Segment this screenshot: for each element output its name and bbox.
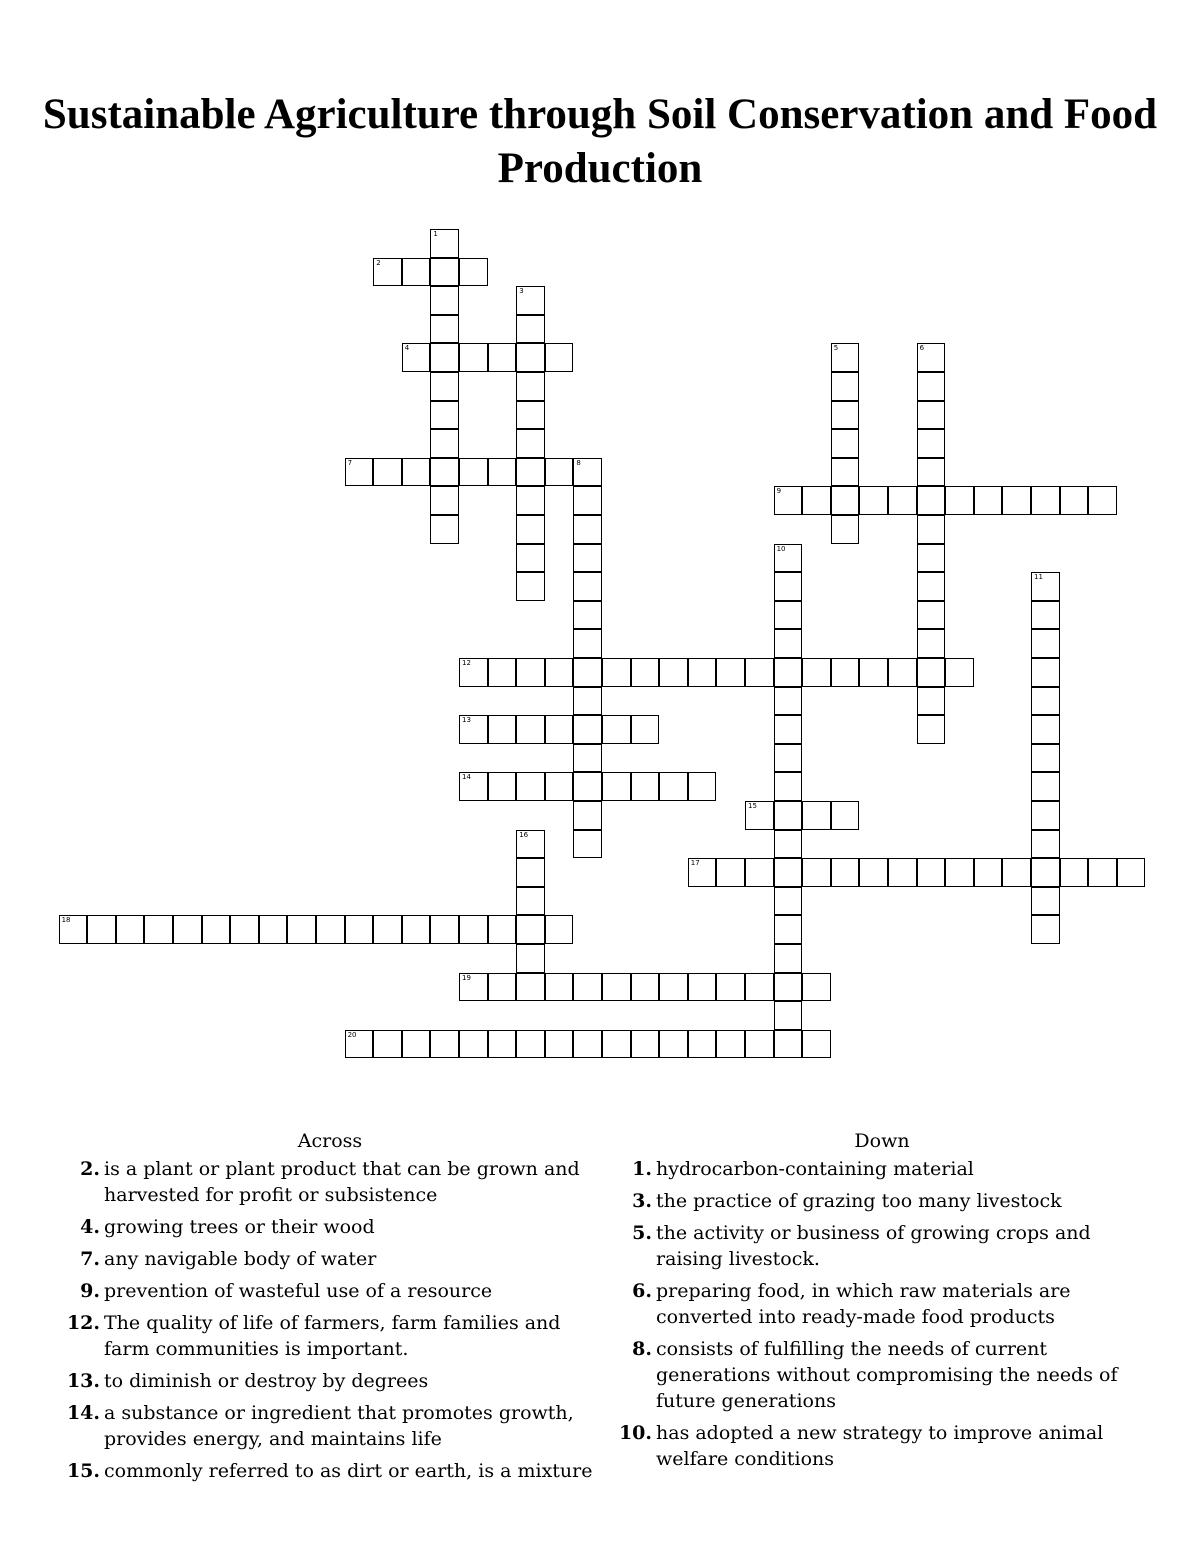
grid-cell[interactable] [116, 915, 145, 944]
clue-number: 19 [462, 973, 471, 982]
across-clue [60, 1458, 600, 1484]
grid-cell[interactable] [716, 658, 745, 687]
grid-cell[interactable] [831, 486, 860, 515]
clue-number: 15 [748, 802, 757, 810]
grid-cell[interactable] [516, 515, 545, 544]
grid-cell[interactable] [602, 772, 631, 801]
grid-cell[interactable] [659, 973, 688, 1002]
grid-cell[interactable] [716, 973, 745, 1002]
grid-cell[interactable] [917, 515, 946, 544]
grid-cell[interactable] [659, 658, 688, 687]
grid-cell[interactable] [230, 915, 259, 944]
grid-cell[interactable] [345, 458, 374, 487]
grid-cell[interactable] [917, 572, 946, 601]
grid-cell[interactable] [774, 1030, 803, 1059]
grid-cell[interactable] [745, 801, 774, 830]
grid-cell[interactable] [402, 458, 431, 487]
grid-cell[interactable] [831, 343, 860, 372]
clue-num: 1. [632, 1158, 652, 1180]
clue-number: 16 [519, 830, 529, 839]
grid-cell[interactable] [430, 315, 459, 344]
grid-cell[interactable] [573, 772, 602, 801]
clue-number: 3 [519, 287, 524, 296]
grid-cell[interactable] [688, 858, 717, 887]
grid-cell[interactable] [516, 858, 545, 887]
grid-cell[interactable] [516, 544, 545, 573]
grid-cell[interactable] [430, 401, 459, 430]
grid-cell[interactable] [545, 772, 574, 801]
clue-text: growing trees or their wood [104, 1216, 375, 1238]
grid-cell[interactable] [516, 429, 545, 458]
grid-cell[interactable] [631, 772, 660, 801]
clue-text: a substance or ingredient that promotes growth, provides energy, and maintains life [104, 1402, 574, 1450]
grid-cell[interactable] [1031, 486, 1060, 515]
grid-cell[interactable] [516, 372, 545, 401]
grid-cell[interactable] [516, 458, 545, 487]
grid-cell[interactable] [859, 858, 888, 887]
across-clue [60, 1400, 600, 1452]
grid-cell[interactable] [774, 887, 803, 916]
grid-cell[interactable] [774, 629, 803, 658]
clue-num: 5. [632, 1222, 652, 1244]
grid-cell[interactable] [573, 544, 602, 573]
grid-cell[interactable] [859, 486, 888, 515]
grid-cell[interactable] [430, 458, 459, 487]
grid-cell[interactable] [1031, 601, 1060, 630]
grid-cell[interactable] [774, 486, 803, 515]
grid-cell[interactable] [1031, 830, 1060, 859]
grid-cell[interactable] [802, 973, 831, 1002]
down-heading: Down [854, 1130, 910, 1152]
grid-cell[interactable] [573, 744, 602, 773]
across-clue [60, 1368, 600, 1394]
grid-cell[interactable] [573, 629, 602, 658]
grid-cell[interactable] [573, 572, 602, 601]
grid-cell[interactable] [802, 858, 831, 887]
grid-cell[interactable] [774, 915, 803, 944]
grid-cell[interactable] [631, 1030, 660, 1059]
grid-cell[interactable] [259, 915, 288, 944]
grid-cell[interactable] [516, 1030, 545, 1059]
down-clue [612, 1278, 1152, 1330]
grid-cell[interactable] [144, 915, 173, 944]
grid-cell[interactable] [659, 772, 688, 801]
grid-cell[interactable] [859, 658, 888, 687]
grid-cell[interactable] [459, 772, 488, 801]
grid-cell[interactable] [716, 858, 745, 887]
clue-text: commonly referred to as dirt or earth, is a mixture [104, 1460, 593, 1482]
grid-cell[interactable] [488, 458, 517, 487]
grid-cell[interactable] [402, 343, 431, 372]
across-heading: Across [297, 1130, 363, 1152]
grid-cell[interactable] [774, 715, 803, 744]
grid-cell[interactable] [516, 830, 545, 859]
grid-cell[interactable] [545, 1030, 574, 1059]
grid-cell[interactable] [745, 973, 774, 1002]
grid-cell[interactable] [802, 486, 831, 515]
grid-cell[interactable] [888, 658, 917, 687]
grid-cell[interactable] [459, 458, 488, 487]
clue-number: 7 [347, 458, 353, 467]
grid-cell[interactable] [573, 1030, 602, 1059]
clue-num: 4. [80, 1216, 100, 1238]
across-clue [60, 1310, 600, 1362]
grid-cell[interactable] [573, 601, 602, 630]
grid-cell[interactable] [459, 1030, 488, 1059]
grid-cell[interactable] [573, 658, 602, 687]
clue-number: 2 [376, 258, 381, 267]
across-clue [60, 1246, 600, 1272]
grid-cell[interactable] [917, 458, 946, 487]
grid-cell[interactable] [945, 486, 974, 515]
clue-number: 17 [690, 859, 700, 868]
grid-cell[interactable] [774, 944, 803, 973]
grid-cell[interactable] [430, 486, 459, 515]
grid-cell[interactable] [430, 372, 459, 401]
grid-cell[interactable] [488, 915, 517, 944]
grid-cell[interactable] [345, 1030, 374, 1059]
down-clue [612, 1220, 1152, 1272]
grid-cell[interactable] [488, 1030, 517, 1059]
grid-cell[interactable] [373, 458, 402, 487]
clue-num: 13. [66, 1370, 100, 1392]
grid-cell[interactable] [430, 343, 459, 372]
grid-cell[interactable] [917, 658, 946, 687]
grid-cell[interactable] [831, 801, 860, 830]
grid-cell[interactable] [1031, 887, 1060, 916]
clue-number: 4 [404, 344, 410, 353]
grid-cell[interactable] [688, 658, 717, 687]
grid-cell[interactable] [459, 915, 488, 944]
clue-text: any navigable body of water [104, 1248, 377, 1270]
grid-cell[interactable] [573, 715, 602, 744]
grid-cell[interactable] [917, 858, 946, 887]
grid-cell[interactable] [573, 458, 602, 487]
grid-cell[interactable] [516, 772, 545, 801]
grid-cell[interactable] [516, 286, 545, 315]
grid-cell[interactable] [402, 915, 431, 944]
grid-cell[interactable] [1117, 858, 1146, 887]
grid-cell[interactable] [802, 1030, 831, 1059]
grid-cell[interactable] [745, 858, 774, 887]
grid-cell[interactable] [945, 858, 974, 887]
grid-cell[interactable] [831, 458, 860, 487]
grid-cell[interactable] [774, 658, 803, 687]
grid-cell[interactable] [202, 915, 231, 944]
grid-cell[interactable] [1088, 858, 1117, 887]
grid-cell[interactable] [430, 286, 459, 315]
clue-number: 6 [919, 344, 925, 353]
clue-text: consists of fulfilling the needs of current generations without compromising the needs of future generations [656, 1338, 1118, 1412]
grid-cell[interactable] [1031, 629, 1060, 658]
grid-cell[interactable] [345, 915, 374, 944]
grid-cell[interactable] [688, 973, 717, 1002]
across-clue [60, 1214, 600, 1240]
grid-cell[interactable] [516, 973, 545, 1002]
across-clues [60, 1128, 600, 1490]
grid-cell[interactable] [545, 343, 574, 372]
down-clue-list [612, 1156, 1152, 1472]
across-clue [60, 1156, 600, 1208]
grid-cell[interactable] [430, 229, 459, 258]
grid-cell[interactable] [1060, 486, 1089, 515]
grid-cell[interactable] [602, 658, 631, 687]
grid-cell[interactable] [774, 744, 803, 773]
grid-cell[interactable] [917, 372, 946, 401]
clue-number: 18 [61, 916, 71, 925]
grid-cell[interactable] [516, 715, 545, 744]
grid-cell[interactable] [745, 658, 774, 687]
grid-cell[interactable] [917, 715, 946, 744]
clue-text: the practice of grazing too many livestock [656, 1190, 1062, 1212]
grid-cell[interactable] [545, 973, 574, 1002]
grid-cell[interactable] [430, 429, 459, 458]
across-clue-list [60, 1156, 600, 1484]
grid-cell[interactable] [545, 915, 574, 944]
down-clue [612, 1156, 1152, 1182]
grid-cell[interactable] [917, 401, 946, 430]
grid-cell[interactable] [802, 658, 831, 687]
grid-cell[interactable] [516, 486, 545, 515]
grid-cell[interactable] [516, 944, 545, 973]
grid-cell[interactable] [373, 1030, 402, 1059]
grid-cell[interactable] [774, 1001, 803, 1030]
grid-cell[interactable] [917, 629, 946, 658]
clue-num: 2. [80, 1158, 100, 1180]
clue-text: preparing food, in which raw materials are converted into ready-made food products [656, 1280, 1071, 1328]
grid-cell[interactable] [774, 687, 803, 716]
grid-cell[interactable] [1031, 801, 1060, 830]
grid-cell[interactable] [716, 1030, 745, 1059]
grid-cell[interactable] [488, 715, 517, 744]
down-clue [612, 1420, 1152, 1472]
across-clue [60, 1278, 600, 1304]
grid-cell[interactable] [1031, 915, 1060, 944]
grid-cell[interactable] [659, 1030, 688, 1059]
clue-num: 9. [80, 1280, 100, 1302]
grid-cell[interactable] [1060, 858, 1089, 887]
grid-cell[interactable] [1031, 744, 1060, 773]
grid-cell[interactable] [602, 715, 631, 744]
grid-cell[interactable] [631, 658, 660, 687]
grid-cell[interactable] [488, 658, 517, 687]
clue-number: 5 [833, 344, 839, 353]
clue-text: The quality of life of farmers, farm families and farm communities is important. [104, 1312, 561, 1360]
down-clues [612, 1128, 1152, 1478]
grid-cell[interactable] [1031, 715, 1060, 744]
grid-cell[interactable] [774, 858, 803, 887]
grid-cell[interactable] [373, 915, 402, 944]
grid-cell[interactable] [516, 887, 545, 916]
grid-cell[interactable] [688, 772, 717, 801]
grid-cell[interactable] [545, 658, 574, 687]
grid-cell[interactable] [774, 801, 803, 830]
grid-cell[interactable] [488, 772, 517, 801]
grid-cell[interactable] [488, 973, 517, 1002]
grid-cell[interactable] [631, 715, 660, 744]
grid-cell[interactable] [1002, 486, 1031, 515]
grid-cell[interactable] [287, 915, 316, 944]
grid-cell[interactable] [430, 258, 459, 287]
grid-cell[interactable] [774, 601, 803, 630]
grid-cell[interactable] [831, 658, 860, 687]
clue-num: 14. [66, 1402, 100, 1424]
grid-cell[interactable] [774, 572, 803, 601]
grid-cell[interactable] [831, 372, 860, 401]
clue-num: 10. [618, 1422, 652, 1444]
grid-cell[interactable] [516, 658, 545, 687]
grid-cell[interactable] [402, 258, 431, 287]
grid-cell[interactable] [831, 858, 860, 887]
grid-cell[interactable] [745, 1030, 774, 1059]
clue-text: hydrocarbon-containing material [656, 1158, 974, 1180]
clue-number: 12 [462, 659, 471, 667]
grid-cell[interactable] [974, 486, 1003, 515]
grid-cell[interactable] [316, 915, 345, 944]
grid-cell[interactable] [573, 687, 602, 716]
grid-cell[interactable] [774, 544, 803, 573]
grid-cell[interactable] [373, 258, 402, 287]
clue-number: 11 [1034, 573, 1043, 582]
clue-num: 6. [632, 1280, 652, 1302]
grid-cell[interactable] [516, 915, 545, 944]
grid-cell[interactable] [774, 830, 803, 859]
grid-cell[interactable] [545, 458, 574, 487]
grid-cell[interactable] [1031, 858, 1060, 887]
grid-cell[interactable] [459, 343, 488, 372]
page-title: Sustainable Agriculture through Soil Conservation and Food Production [42, 91, 1158, 192]
grid-cell[interactable] [459, 258, 488, 287]
grid-cell[interactable] [59, 915, 88, 944]
grid-cell[interactable] [459, 715, 488, 744]
grid-cell[interactable] [459, 973, 488, 1002]
clue-number: 1 [433, 230, 438, 238]
grid-cell[interactable] [573, 973, 602, 1002]
clue-num: 7. [80, 1248, 100, 1270]
grid-cell[interactable] [573, 486, 602, 515]
clue-num: 12. [66, 1312, 100, 1334]
grid-cell[interactable] [945, 658, 974, 687]
grid-cell[interactable] [430, 915, 459, 944]
clue-text: has adopted a new strategy to improve animal welfare conditions [656, 1422, 1104, 1470]
grid-cell[interactable] [1002, 858, 1031, 887]
clue-number: 8 [576, 458, 581, 467]
grid-cell[interactable] [1031, 687, 1060, 716]
grid-cell[interactable] [888, 486, 917, 515]
grid-cell[interactable] [688, 1030, 717, 1059]
clue-number: 14 [462, 773, 471, 782]
clue-number: 10 [776, 544, 786, 553]
clue-text: is a plant or plant product that can be grown and harvested for profit or subsistence [104, 1158, 580, 1206]
down-clue [612, 1188, 1152, 1214]
grid-cell[interactable] [631, 973, 660, 1002]
clue-num: 3. [632, 1190, 652, 1212]
grid-cell[interactable] [87, 915, 116, 944]
grid-cell[interactable] [831, 429, 860, 458]
clue-number: 13 [462, 716, 471, 725]
grid-cell[interactable] [573, 830, 602, 859]
grid-cell[interactable] [831, 401, 860, 430]
grid-cell[interactable] [545, 715, 574, 744]
grid-cell[interactable] [917, 544, 946, 573]
grid-cell[interactable] [774, 772, 803, 801]
grid-cell[interactable] [831, 515, 860, 544]
grid-cell[interactable] [573, 515, 602, 544]
grid-cell[interactable] [888, 858, 917, 887]
clue-text: prevention of wasteful use of a resource [104, 1280, 493, 1302]
clue-number: 20 [347, 1030, 357, 1039]
grid-cell[interactable] [516, 343, 545, 372]
grid-cell[interactable] [173, 915, 202, 944]
grid-cell[interactable] [917, 486, 946, 515]
grid-cell[interactable] [602, 1030, 631, 1059]
grid-cell[interactable] [917, 601, 946, 630]
grid-cell[interactable] [430, 1030, 459, 1059]
grid-cell[interactable] [1031, 772, 1060, 801]
grid-cell[interactable] [459, 658, 488, 687]
grid-cell[interactable] [917, 343, 946, 372]
grid-cell[interactable] [974, 858, 1003, 887]
grid-cell[interactable] [1031, 572, 1060, 601]
grid-cell[interactable] [430, 515, 459, 544]
grid-cell[interactable] [573, 801, 602, 830]
grid-cell[interactable] [516, 315, 545, 344]
grid-cell[interactable] [516, 572, 545, 601]
clue-number: 9 [776, 487, 782, 496]
grid-cell[interactable] [488, 343, 517, 372]
clue-text: the activity or business of growing crops and raising livestock. [656, 1222, 1091, 1270]
grid-cell[interactable] [402, 1030, 431, 1059]
grid-cell[interactable] [774, 973, 803, 1002]
down-clue [612, 1336, 1152, 1414]
grid-cell[interactable] [602, 973, 631, 1002]
grid-cell[interactable] [917, 687, 946, 716]
clue-num: 8. [632, 1338, 652, 1360]
grid-cell[interactable] [802, 801, 831, 830]
clue-text: to diminish or destroy by degrees [104, 1370, 429, 1392]
grid-cell[interactable] [1031, 658, 1060, 687]
clue-num: 15. [66, 1460, 100, 1482]
grid-cell[interactable] [1088, 486, 1117, 515]
grid-cell[interactable] [516, 401, 545, 430]
grid-cell[interactable] [917, 429, 946, 458]
